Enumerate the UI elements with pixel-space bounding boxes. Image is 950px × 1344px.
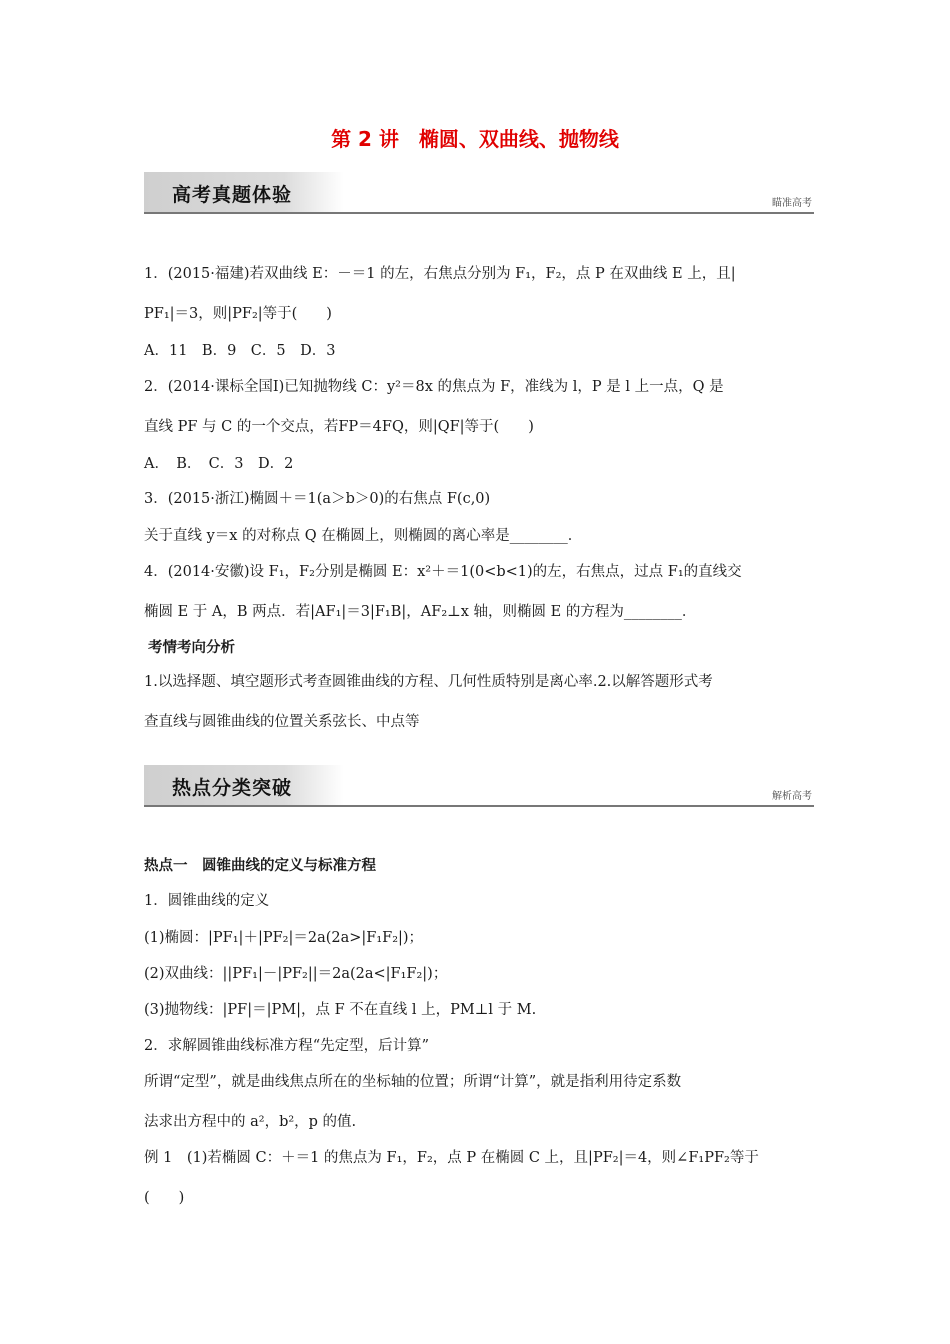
problem-line: 椭圆 E 于 A，B 两点．若|AF₁|＝3|F₁B|，AF₂⊥x 轴，则椭圆 E 的方程为________． bbox=[144, 604, 697, 620]
hotspot-line: (1)椭圆：|PF₁|＋|PF₂|＝2a(2a>|F₁F₂|)； bbox=[144, 930, 424, 946]
problem-line: 直线 PF 与 C 的一个交点，若FP＝4FQ，则|QF|等于( ) bbox=[144, 419, 534, 435]
analysis-line: 1.以选择题、填空题形式考查圆锥曲线的方程、几何性质特别是离心率.2.以解答题形式考 bbox=[144, 674, 713, 690]
section-banner-hotspots bbox=[144, 765, 814, 807]
section-tag: 瞄准高考 bbox=[772, 198, 812, 209]
problem-line: 1．(2015·福建)若双曲线 E：－＝1 的左，右焦点分别为 F₁，F₂，点 P 在双曲线 E 上，且| bbox=[144, 266, 736, 282]
section-heading: 高考真题体验 bbox=[172, 184, 293, 206]
problem-line: 3．(2015·浙江)椭圆＋＝1(a＞b＞0)的右焦点 F(c,0) bbox=[144, 491, 491, 507]
problem-line: PF₁|＝3，则|PF₂|等于( ) bbox=[144, 306, 332, 322]
hotspot-line: 1．圆锥曲线的定义 bbox=[144, 893, 270, 909]
hotspot-line: (2)双曲线：||PF₁|－|PF₂||＝2a(2a<|F₁F₂|)； bbox=[144, 966, 448, 982]
banner-rule bbox=[144, 805, 814, 807]
analysis-line: 查直线与圆锥曲线的位置关系弦长、中点等 bbox=[144, 714, 420, 730]
section-banner-exam bbox=[144, 172, 814, 214]
problem-line: 4．(2014·安徽)设 F₁，F₂分别是椭圆 E：x²＋＝1(0<b<1)的左，右焦点，过点 F₁的直线交 bbox=[144, 564, 742, 580]
hotspot-line: 所谓“定型”，就是曲线焦点所在的坐标轴的位置；所谓“计算”，就是指利用待定系数 bbox=[144, 1074, 682, 1090]
section-heading: 热点分类突破 bbox=[172, 777, 293, 799]
lecture-title: 第 2 讲 椭圆、双曲线、抛物线 bbox=[331, 127, 619, 151]
hotspot-heading: 热点一 圆锥曲线的定义与标准方程 bbox=[144, 858, 376, 874]
banner-rule bbox=[144, 212, 814, 214]
hotspot-line: (3)抛物线：|PF|＝|PM|，点 F 不在直线 l 上，PM⊥l 于 M. bbox=[144, 1002, 537, 1018]
problem-line: 2．(2014·课标全国Ⅰ)已知抛物线 C：y²＝8x 的焦点为 F，准线为 l，P 是 l 上一点，Q 是 bbox=[144, 379, 724, 395]
section-tag: 解析高考 bbox=[772, 791, 812, 802]
answer-options: A． B． C．3 D．2 bbox=[144, 456, 294, 472]
hotspot-line: 法求出方程中的 a²，b²，p 的值. bbox=[144, 1114, 357, 1130]
analysis-heading: 考情考向分析 bbox=[148, 640, 235, 656]
answer-options: A．11 B．9 C．5 D．3 bbox=[144, 343, 336, 359]
example-line: ( ) bbox=[144, 1190, 185, 1206]
example-line: 例 1 (1)若椭圆 C：＋＝1 的焦点为 F₁，F₂，点 P 在椭圆 C 上，且|PF₂|＝4，则∠F₁PF₂等于 bbox=[144, 1150, 759, 1166]
problem-line: 关于直线 y＝x 的对称点 Q 在椭圆上，则椭圆的离心率是________． bbox=[144, 528, 583, 544]
hotspot-line: 2．求解圆锥曲线标准方程“先定型，后计算” bbox=[144, 1038, 430, 1054]
